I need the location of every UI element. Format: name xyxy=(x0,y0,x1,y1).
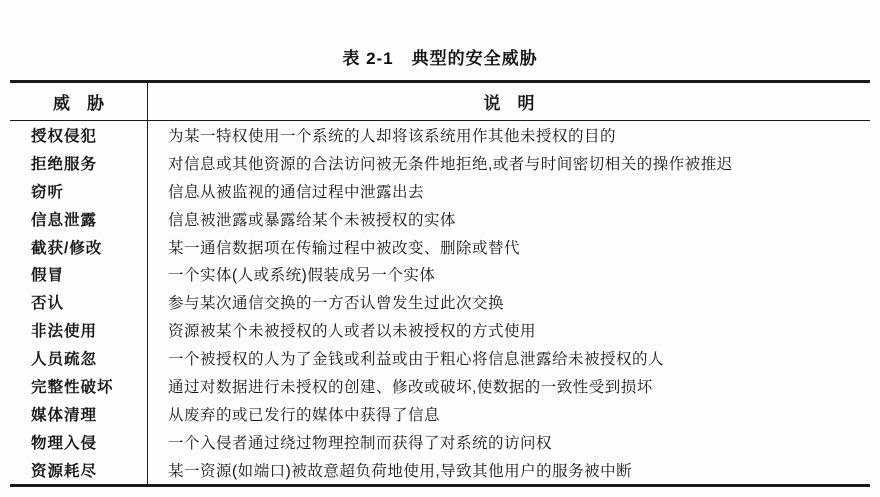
description-cell xyxy=(148,233,870,261)
column-header-description xyxy=(148,89,870,114)
description-label: 参与某次通信交换的一方否认曾发生过此次交换 xyxy=(168,295,505,313)
description-cell xyxy=(148,344,870,372)
threat-cell xyxy=(10,121,148,149)
table-row xyxy=(10,149,870,177)
threat-table xyxy=(10,80,870,487)
threat-cell xyxy=(10,260,148,288)
description-label: 一个入侵者通过绕过物理控制而获得了对系统的访问权 xyxy=(168,434,553,452)
threat-cell xyxy=(10,149,148,177)
table-row xyxy=(10,456,870,484)
threat-label: 否认 xyxy=(31,295,65,313)
description-label: 某一资源(如端口)被故意超负荷地使用,导致其他用户的服务被中断 xyxy=(168,462,633,480)
table-row xyxy=(10,260,870,288)
threat-cell xyxy=(10,205,148,233)
description-cell xyxy=(148,149,870,177)
threat-cell xyxy=(10,316,148,344)
threat-label: 媒体清理 xyxy=(31,406,98,424)
description-label: 资源被某个未被授权的人或者以未被授权的方式使用 xyxy=(168,323,537,341)
description-label: 为某一特权使用一个系统的人却将该系统用作其他未授权的目的 xyxy=(168,127,617,145)
threat-cell xyxy=(10,177,148,205)
threat-label: 物理入侵 xyxy=(31,434,98,452)
table-row xyxy=(10,177,870,205)
description-cell xyxy=(148,428,870,456)
description-label: 信息从被监视的通信过程中泄露出去 xyxy=(168,183,425,201)
column-header-description-label: 说 明 xyxy=(483,94,535,113)
description-cell xyxy=(148,288,870,316)
table-row xyxy=(10,205,870,233)
description-label: 对信息或其他资源的合法访问被无条件地拒绝,或者与时间密切相关的操作被推迟 xyxy=(168,155,733,173)
table-title: 表 2-1 典型的安全威胁 xyxy=(342,49,538,68)
description-cell xyxy=(148,260,870,288)
table-row xyxy=(10,400,870,428)
table-body xyxy=(10,121,870,484)
table-row xyxy=(10,121,870,149)
threat-cell xyxy=(10,344,148,372)
description-label: 一个实体(人或系统)假装成另一个实体 xyxy=(168,267,436,285)
threat-label: 拒绝服务 xyxy=(31,155,98,173)
table-row xyxy=(10,288,870,316)
description-cell xyxy=(148,316,870,344)
description-cell xyxy=(148,205,870,233)
threat-label: 授权侵犯 xyxy=(31,127,98,145)
description-cell xyxy=(148,372,870,400)
description-label: 某一通信数据项在传输过程中被改变、删除或替代 xyxy=(168,239,521,257)
threat-cell xyxy=(10,400,148,428)
description-label: 一个被授权的人为了金钱或利益或由于粗心将信息泄露给未被授权的人 xyxy=(168,351,665,369)
table-row xyxy=(10,428,870,456)
description-label: 从废弃的或已发行的媒体中获得了信息 xyxy=(168,406,441,424)
table-row xyxy=(10,372,870,400)
threat-cell xyxy=(10,428,148,456)
description-cell xyxy=(148,456,870,484)
threat-label: 资源耗尽 xyxy=(31,462,98,480)
threat-cell xyxy=(10,288,148,316)
table-row xyxy=(10,344,870,372)
table-header-row xyxy=(10,83,870,121)
description-cell xyxy=(148,177,870,205)
threat-label: 信息泄露 xyxy=(31,211,98,229)
threat-label: 人员疏忽 xyxy=(31,351,98,369)
threat-cell xyxy=(10,372,148,400)
description-cell xyxy=(148,400,870,428)
threat-cell xyxy=(10,233,148,261)
threat-label: 假冒 xyxy=(31,267,65,285)
table-row xyxy=(10,233,870,261)
column-header-threat xyxy=(10,83,148,120)
threat-label: 窃听 xyxy=(31,183,65,201)
threat-label: 截获/修改 xyxy=(31,239,103,257)
description-cell xyxy=(148,121,870,149)
table-row xyxy=(10,316,870,344)
description-label: 信息被泄露或暴露给某个未被授权的实体 xyxy=(168,211,457,229)
threat-label: 非法使用 xyxy=(31,323,98,341)
column-header-threat-label: 威 胁 xyxy=(53,94,104,113)
threat-label: 完整性破坏 xyxy=(31,378,114,396)
description-label: 通过对数据进行未授权的创建、修改或破坏,使数据的一致性受到损坏 xyxy=(168,378,653,396)
threat-cell xyxy=(10,456,148,484)
